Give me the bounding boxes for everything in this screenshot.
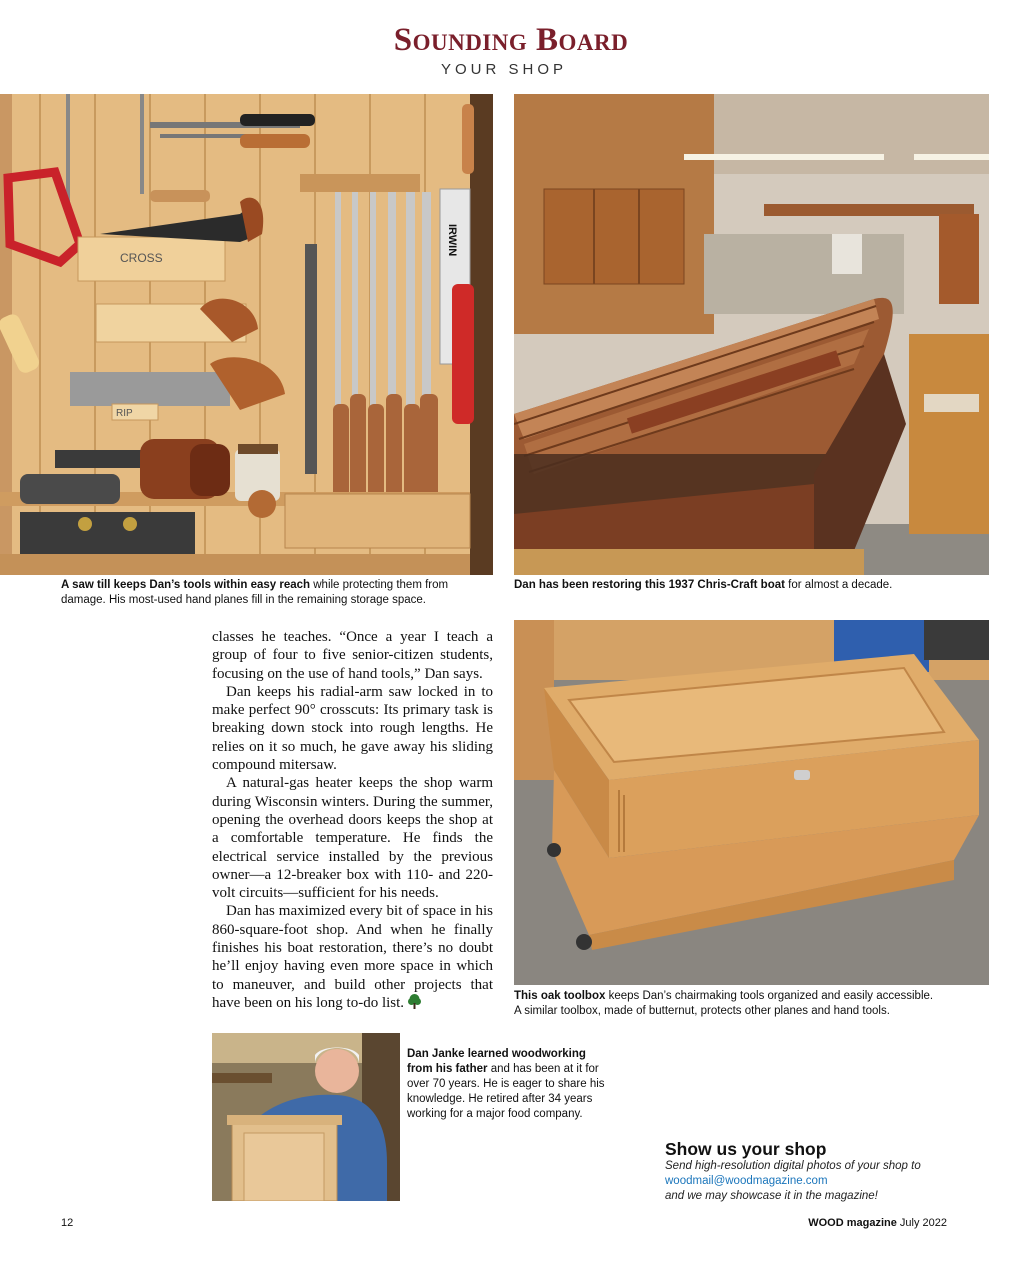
folio-magazine: [808, 1217, 947, 1229]
article-paragraph-4: [212, 902, 493, 1012]
boat-photo: [514, 94, 989, 575]
section-title: Sounding Board: [393, 22, 629, 58]
boat-caption-text: for almost a decade.: [784, 579, 893, 591]
page-number: 12: [61, 1217, 74, 1229]
boat-caption: [514, 578, 989, 593]
article-paragraph-1: classes he teaches. “Once a year I teach a group of four to five senior-citizen students, focusing on the use of hand tools,” Dan says.: [212, 629, 493, 682]
promo-line-2: and we may showcase it in the magazine!: [665, 1190, 878, 1202]
toolbox-caption-text: keeps Dan’s chairmaking tools organized and easily accessible. A similar toolbox, made of butternut, protects other planes and hand tools.: [514, 990, 934, 1017]
article-paragraph-2: Dan keeps his radial-arm saw locked in to make perfect 90° crosscuts: Its primary task is breaking down stock into rough lengths. He relies on it so much, he gave away his sliding compound mitersaw.: [212, 683, 493, 774]
toolbox-photo: [514, 620, 989, 985]
portrait-photo: [212, 1033, 400, 1201]
boat-caption-lead: Dan has been restoring this 1937 Chris-Craft boat: [514, 579, 785, 591]
rip-label: RIP: [116, 408, 133, 419]
promo-line-1: Send high-resolution digital photos of your shop to: [665, 1160, 921, 1172]
article-body: [212, 628, 493, 1012]
saw-till-photo: [0, 94, 493, 575]
saw-till-caption: [61, 578, 493, 608]
article-paragraph-4-text: Dan has maximized every bit of space in his 860-square-foot shop. And when he finally finishes his boat restoration, there’s no doubt he’ll enjoy having even more space in which to maneuver, and build other projects that have been on his long to-do list.: [212, 903, 493, 1011]
saw-till-caption-text: while protecting them from damage. His most-used hand planes fill in the remaining storage space.: [61, 579, 449, 606]
end-mark-tree-icon: [408, 994, 421, 1009]
toolbox-caption: [514, 989, 934, 1019]
promo-email-link[interactable]: woodmail@woodmagazine.com: [665, 1175, 828, 1187]
promo-title: Show us your shop: [665, 1139, 827, 1159]
portrait-caption: [407, 1047, 605, 1122]
folio-magazine-name: WOOD magazine: [808, 1217, 897, 1229]
article-paragraph-3: A natural-gas heater keeps the shop warm during Wisconsin winters. During the summer, opening the overhead doors keeps the shop at a comfortable temperature. He finds the electrical service installed by the previous owner—a 12-breaker box with 110- and 220-volt circuits—sufficient for his needs.: [212, 775, 493, 902]
section-subtitle: YOUR SHOP: [440, 61, 567, 78]
irwin-label: IRWIN: [446, 224, 458, 257]
toolbox-caption-lead: This oak toolbox: [514, 990, 606, 1002]
cross-label: CROSS: [120, 251, 163, 265]
folio-issue: July 2022: [896, 1217, 947, 1229]
portrait-caption-lead: Dan Janke learned woodworking from his father: [407, 1048, 586, 1075]
portrait-caption-text: and has been at it for over 70 years. He is eager to share his knowledge. He retired after 34 years working for a major food company.: [407, 1063, 605, 1120]
saw-till-caption-lead: A saw till keeps Dan’s tools within easy reach: [61, 579, 311, 591]
